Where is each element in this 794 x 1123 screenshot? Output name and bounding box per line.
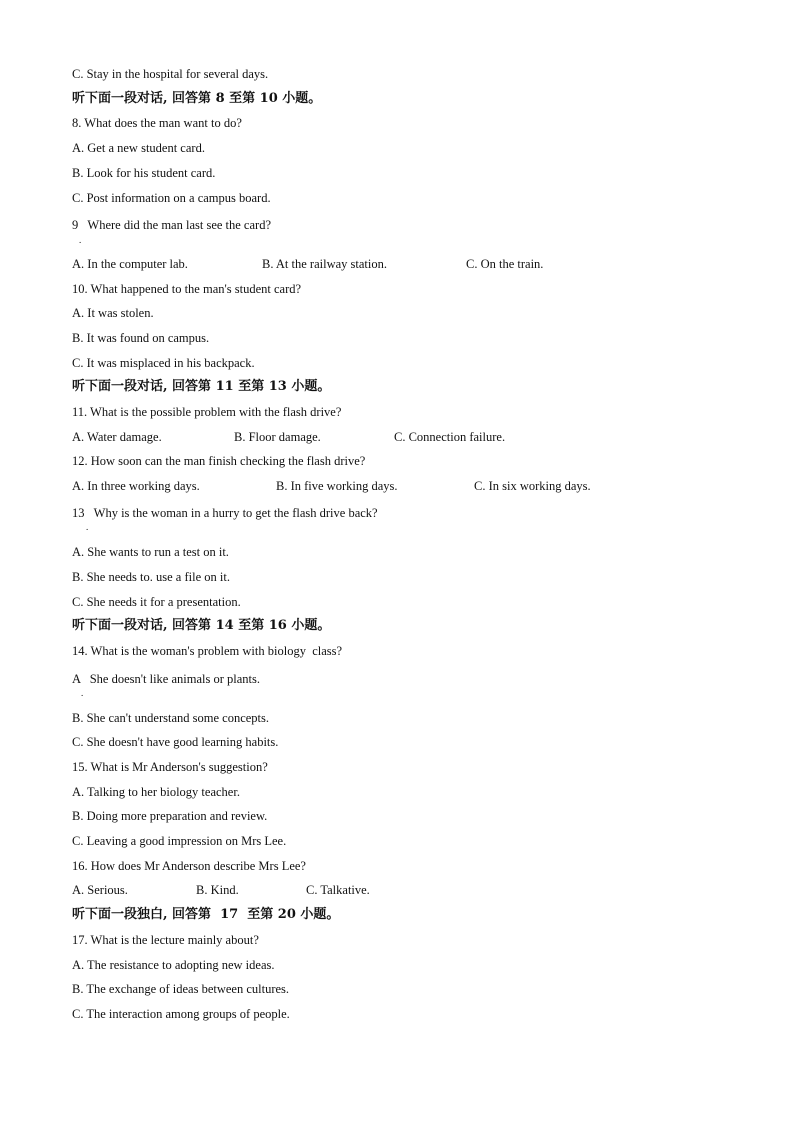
option-8c: C. Post information on a campus board. [72, 191, 271, 205]
option-15c: C. Leaving a good impression on Mrs Lee. [72, 834, 287, 848]
option-15a: A. Talking to her biology teacher. [72, 785, 240, 799]
option-16a: A. Serious. [72, 883, 128, 897]
question-8: 8. What does the man want to do? [72, 116, 242, 130]
question-11: 11. What is the possible problem with the flash drive? [72, 405, 342, 419]
option-17c: C. The interaction among groups of people. [72, 1007, 290, 1021]
option-17b: B. The exchange of ideas between cultures. [72, 982, 290, 996]
option-11a: A. Water damage. [72, 430, 162, 444]
option-14a: A She doesn't like animals or plants. [72, 672, 260, 686]
option-12b: B. In five working days. [276, 479, 398, 493]
option-13b: B. She needs to. use a file on it. [72, 570, 230, 584]
option-8a: A. Get a new student card. [72, 141, 205, 155]
option-10a: A. It was stolen. [72, 306, 154, 320]
option-13a: A. She wants to run a test on it. [72, 545, 229, 559]
option-12c: C. In six working days. [474, 479, 591, 493]
question-17: 17. What is the lecture mainly about? [72, 933, 259, 947]
option-11c: C. Connection failure. [394, 430, 506, 444]
option-12a: A. In three working days. [72, 479, 200, 493]
option-10c: C. It was misplaced in his backpack. [72, 356, 255, 370]
option-13c: C. She needs it for a presentation. [72, 595, 241, 609]
question-9: 9 Where did the man last see the card? [72, 218, 271, 232]
option-14c: C. She doesn't have good learning habits. [72, 735, 279, 749]
section-heading-11-13: 听下面一段对话, 回答第 11 至第 13 小题。 [72, 379, 331, 394]
option-14b: B. She can't understand some concepts. [72, 711, 269, 725]
option-9c: C. On the train. [466, 257, 544, 271]
option-9b: B. At the railway station. [262, 257, 387, 271]
stray-dot: . [81, 688, 84, 698]
section-heading-17-20: 听下面一段独白, 回答第 17 至第 20 小题。 [72, 907, 340, 922]
question-10: 10. What happened to the man's student card? [72, 282, 302, 296]
option-16c: C. Talkative. [306, 883, 370, 897]
stray-dot: . [79, 235, 82, 245]
option-11b: B. Floor damage. [234, 430, 321, 444]
option-9a: A. In the computer lab. [72, 257, 188, 271]
question-15: 15. What is Mr Anderson's suggestion? [72, 760, 268, 774]
question-12: 12. How soon can the man finish checking the flash drive? [72, 454, 366, 468]
question-13: 13 Why is the woman in a hurry to get the flash drive back? [72, 506, 378, 520]
question-16: 16. How does Mr Anderson describe Mrs Lee? [72, 859, 306, 873]
option-7c: C. Stay in the hospital for several days. [72, 67, 269, 81]
section-heading-14-16: 听下面一段对话, 回答第 14 至第 16 小题。 [72, 618, 331, 633]
section-heading-8-10: 听下面一段对话, 回答第 8 至第 10 小题。 [72, 91, 322, 106]
option-8b: B. Look for his student card. [72, 166, 216, 180]
stray-dot: . [86, 522, 89, 532]
question-14: 14. What is the woman's problem with biology class? [72, 644, 343, 658]
option-16b: B. Kind. [196, 883, 239, 897]
option-15b: B. Doing more preparation and review. [72, 809, 268, 823]
option-10b: B. It was found on campus. [72, 331, 210, 345]
option-17a: A. The resistance to adopting new ideas. [72, 958, 275, 972]
